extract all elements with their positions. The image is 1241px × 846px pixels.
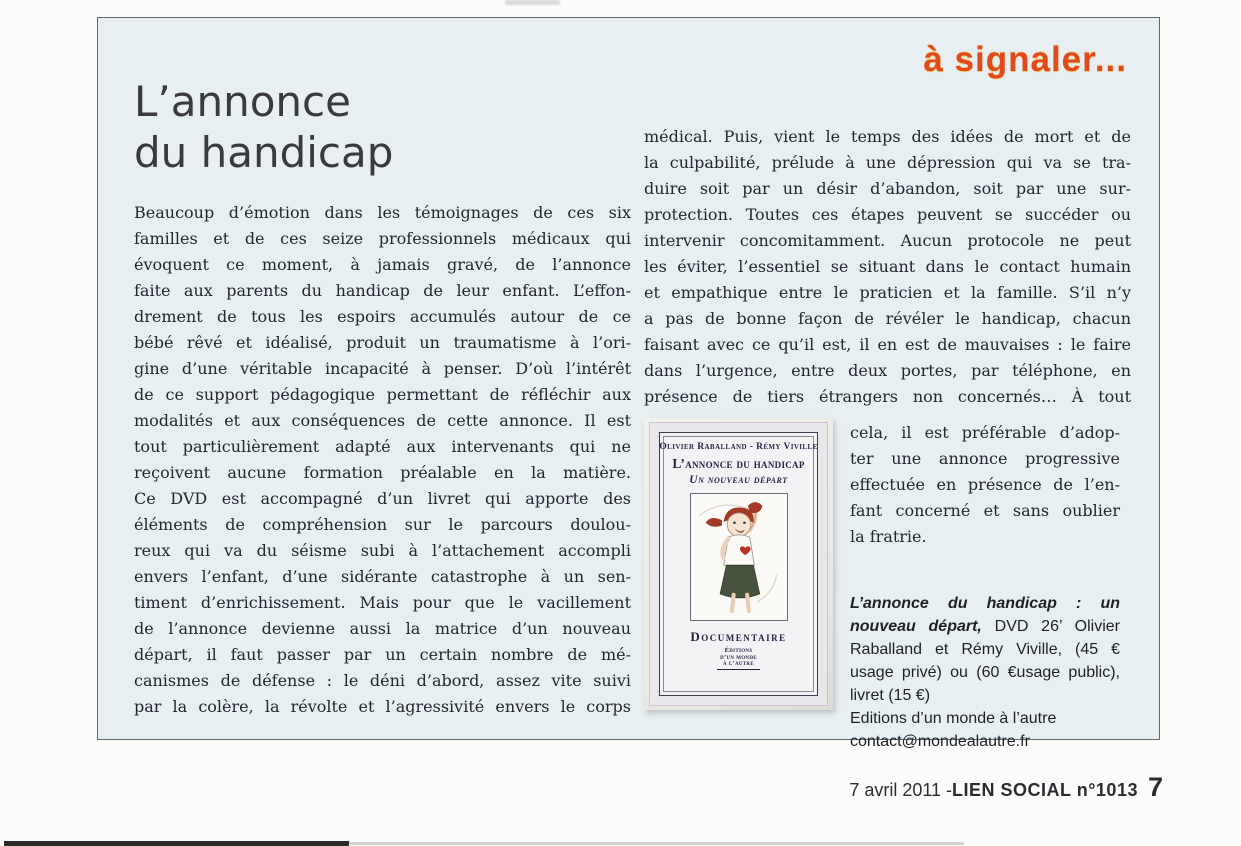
- right-column-wrap-text: [850, 420, 1120, 550]
- dvd-subtitle: Un nouveau départ: [689, 474, 788, 486]
- text-line: cela, il est préférable d’adop-: [850, 423, 1120, 442]
- text-line: familles et de ces seize professionnels médicaux qui: [134, 229, 631, 248]
- text-line: présence de tiers étrangers non concernés… À tout: [644, 387, 1131, 406]
- right-column-top-text: [644, 124, 1131, 410]
- left-text-column: [134, 200, 631, 720]
- dvd-publisher-logo: [717, 648, 760, 670]
- article-title-line2: du handicap: [134, 128, 394, 177]
- caption-body: [850, 592, 1120, 707]
- scan-artifact-bottom-dark: [4, 841, 349, 846]
- text-line: modalités et aux conséquences de cette annonce. Il est: [134, 411, 631, 430]
- text-line: canismes de défense : le déni d’abord, assez vite suivi: [134, 671, 631, 690]
- text-line: et empathique entre le praticien et la famille. S’il n’y: [644, 283, 1131, 302]
- dvd-cover-photo: [644, 418, 833, 710]
- text-line: fant concerné et sans oublier: [850, 501, 1120, 520]
- text-line: drement de tous les espoirs accumulés autour de ce: [134, 307, 631, 326]
- right-text-column: [644, 124, 1131, 753]
- text-line: envers l’enfant, d’une sidérante catastrophe à un sen-: [134, 567, 631, 586]
- dvd-title: L’annonce du handicap: [672, 456, 805, 471]
- footer-journal-name: LIEN SOCIAL n°1013: [952, 780, 1138, 800]
- dvd-authors: Olivier Raballand - Rémy Viville: [659, 442, 818, 452]
- text-line: reux qui va du séisme subi à l’attachement accompli: [134, 541, 631, 560]
- page-footer: [849, 772, 1163, 803]
- dvd-genre: Documentaire: [690, 629, 787, 644]
- text-line: Ce DVD est accompagné d’un livret qui apporte des: [134, 489, 631, 508]
- dvd-caption: [850, 592, 1120, 753]
- footer-page-number: 7: [1147, 772, 1163, 802]
- dvd-publisher-line1: Éditions: [724, 647, 753, 654]
- text-line: évoquent ce moment, à jamais gravé, de l’annonce: [134, 255, 631, 274]
- footer-date: 7 avril 2011 -: [849, 780, 953, 800]
- section-header: à signaler...: [923, 40, 1127, 79]
- text-line: départ, il faut passer par un certain nombre de mé-: [134, 645, 631, 664]
- dvd-cover-frame: [659, 432, 818, 696]
- text-line: ter une annonce progressive: [850, 449, 1120, 468]
- text-line: éléments de compréhension sur le parcours doulou-: [134, 515, 631, 534]
- text-line: duire soit par un désir d’abandon, soit par une sur-: [644, 179, 1131, 198]
- dvd-publisher-line2: d’un monde: [720, 653, 757, 661]
- text-line: tout particulièrement adapté aux intervenants qui ne: [134, 437, 631, 456]
- text-line: effectuée en présence de l’en-: [850, 475, 1120, 494]
- article-title: [134, 76, 393, 178]
- text-line: intervenir concomitamment. Aucun protocole ne peut: [644, 231, 1131, 250]
- caption-contact-email: contact@mondealautre.fr: [850, 733, 1030, 750]
- text-line: protection. Toutes ces étapes peuvent se succéder ou: [644, 205, 1131, 224]
- text-line: gine d’une véritable incapacité à penser. D’où l’intérêt: [134, 359, 631, 378]
- scan-artifact-bottom-light: [349, 842, 964, 845]
- caption-details: DVD 26’ Olivier Raballand et Rémy Viville, (45 € usage privé) ou (60 €usage public), livret (15 €): [850, 618, 1121, 704]
- text-line: faite aux parents du handicap de leur enfant. L’effon-: [134, 281, 631, 300]
- beside-cover-column: [850, 418, 1120, 753]
- girl-drawing-icon: [691, 494, 787, 620]
- caption-title: L’annonce du handicap : un nouveau départ,: [850, 595, 1120, 635]
- text-line: les éviter, l’essentiel se situant dans le contact humain: [644, 257, 1131, 276]
- text-line: la fratrie.: [850, 527, 927, 546]
- media-row: [644, 418, 1131, 753]
- text-line: la culpabilité, prélude à une dépression qui va se tra-: [644, 153, 1131, 172]
- text-line: faisant avec ce qu’il est, il en est de mauvaises : le faire: [644, 335, 1131, 354]
- text-line: dans l’urgence, entre deux portes, par téléphone, en: [644, 361, 1131, 380]
- dvd-cover-card: [649, 422, 828, 706]
- text-line: bébé rêvé et idéalisé, produit un traumatisme à l’ori-: [134, 333, 631, 352]
- text-line: timent d’enrichissement. Mais pour que le vacillement: [134, 593, 631, 612]
- dvd-publisher-line3: à l’autre: [723, 660, 754, 667]
- text-line: Beaucoup d’émotion dans les témoignages de ces six: [134, 203, 631, 222]
- text-line: de l’annonce devienne aussi la matrice d’un nouveau: [134, 619, 631, 638]
- text-line: a pas de bonne façon de révéler le handicap, chacun: [644, 309, 1131, 328]
- article-title-line1: L’annonce: [134, 77, 351, 126]
- dvd-illustration: [690, 493, 788, 621]
- text-line: médical. Puis, vient le temps des idées de mort et de: [644, 127, 1131, 146]
- text-line: par la colère, la révolte et l’agressivité envers le corps: [134, 697, 631, 716]
- article-panel: [97, 17, 1160, 750]
- scan-artifact-top: [505, 0, 560, 5]
- text-line: reçoivent aucune formation préalable en la matière.: [134, 463, 631, 482]
- caption-publisher: Editions d’un monde à l’autre: [850, 710, 1057, 727]
- text-line: de ce support pédagogique permettant de réfléchir aux: [134, 385, 631, 404]
